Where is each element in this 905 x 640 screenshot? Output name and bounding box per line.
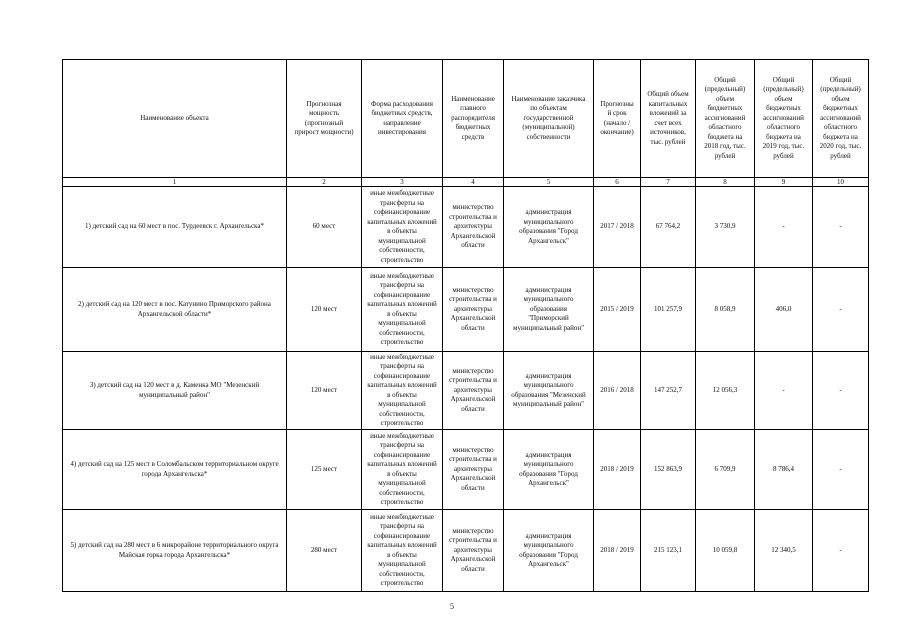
cell-total-investment: 147 252,7 <box>641 352 696 430</box>
column-number: 8 <box>696 178 755 187</box>
column-number: 6 <box>594 178 641 187</box>
cell-object-name: 5) детский сад на 280 мест в 6 микрорайоне территориального округа Майская горка города Архангельска* <box>63 510 287 592</box>
cell-budget-manager: министерство строительства и архитектуры Архангельской области <box>443 352 504 430</box>
column-number: 10 <box>813 178 869 187</box>
column-number: 9 <box>755 178 813 187</box>
header-expenditure-form: Форма расходования бюджетных средств, направление инвестирования <box>362 60 443 178</box>
table-row <box>63 268 869 352</box>
table-row <box>63 430 869 510</box>
cell-expenditure-form: иные межбюджетные трансферты на софинансирование капитальных вложений в объекты муниципальной собственности, строительство <box>362 510 443 592</box>
cell-customer: администрация муниципального образования "Мезенский муниципальный район" <box>504 352 594 430</box>
cell-term: 2017 / 2018 <box>594 187 641 268</box>
header-term: Прогнозный срок (начало / окончание) <box>594 60 641 178</box>
cell-total-investment: 101 257,9 <box>641 268 696 352</box>
cell-budget-manager: министерство строительства и архитектуры Архангельской области <box>443 187 504 268</box>
cell-customer: администрация муниципального образования "Приморский муниципальный район" <box>504 268 594 352</box>
column-number: 1 <box>63 178 287 187</box>
header-budget-2020: Общий (предельный) объем бюджетных ассигнований областного бюджета на 2020 год, тыс. рублей <box>813 60 869 178</box>
cell-budget-2020: - <box>813 510 869 592</box>
cell-budget-manager: министерство строительства и архитектуры Архангельской области <box>443 430 504 510</box>
column-number: 3 <box>362 178 443 187</box>
cell-expenditure-form: иные межбюджетные трансферты на софинансирование капитальных вложений в объекты муниципальной собственности, строительство <box>362 187 443 268</box>
investment-objects-table <box>62 59 869 592</box>
header-capacity: Прогнозная мощность (прогнозный прирост мощности) <box>287 60 362 178</box>
cell-capacity: 125 мест <box>287 430 362 510</box>
cell-budget-2020: - <box>813 352 869 430</box>
cell-customer: администрация муниципального образования "Город Архангельск" <box>504 187 594 268</box>
cell-total-investment: 67 764,2 <box>641 187 696 268</box>
cell-budget-2019: 8 786,4 <box>755 430 813 510</box>
column-number: 4 <box>443 178 504 187</box>
cell-budget-manager: министерство строительства и архитектуры Архангельской области <box>443 510 504 592</box>
column-number: 7 <box>641 178 696 187</box>
cell-budget-2018: 12 056,3 <box>696 352 755 430</box>
cell-expenditure-form: иные межбюджетные трансферты на софинансирование капитальных вложений в объекты муниципальной собственности, строительство <box>362 268 443 352</box>
cell-capacity: 120 мест <box>287 268 362 352</box>
cell-term: 2018 / 2019 <box>594 510 641 592</box>
cell-term: 2016 / 2018 <box>594 352 641 430</box>
header-budget-2019: Общий (предельный) объем бюджетных ассигнований областного бюджета на 2019 год, тыс. рублей <box>755 60 813 178</box>
page-number: 5 <box>450 602 454 611</box>
header-budget-manager: Наименование главного распорядителя бюджетных средств <box>443 60 504 178</box>
cell-budget-2018: 3 730,9 <box>696 187 755 268</box>
column-number: 5 <box>504 178 594 187</box>
cell-capacity: 280 мест <box>287 510 362 592</box>
cell-budget-2020: - <box>813 430 869 510</box>
cell-total-investment: 215 123,1 <box>641 510 696 592</box>
header-budget-2018: Общий (предельный) объем бюджетных ассигнований областного бюджета на 2018 год, тыс. рублей <box>696 60 755 178</box>
cell-term: 2018 / 2019 <box>594 430 641 510</box>
cell-budget-2018: 6 709,9 <box>696 430 755 510</box>
table-header-row <box>63 60 869 178</box>
cell-object-name: 2) детский сад на 120 мест в пос. Катунино Приморского района Архангельской области* <box>63 268 287 352</box>
cell-object-name: 1) детский сад на 60 мест в пос. Турдеевск г. Архангельска* <box>63 187 287 268</box>
cell-term: 2015 / 2019 <box>594 268 641 352</box>
header-object-name: Наименование объекта <box>63 60 287 178</box>
table-row <box>63 187 869 268</box>
table-row <box>63 510 869 592</box>
cell-customer: администрация муниципального образования "Город Архангельск" <box>504 430 594 510</box>
cell-budget-manager: министерство строительства и архитектуры Архангельской области <box>443 268 504 352</box>
cell-capacity: 120 мест <box>287 352 362 430</box>
cell-expenditure-form: иные межбюджетные трансферты на софинансирование капитальных вложений в объекты муниципальной собственности, строительство <box>362 352 443 430</box>
column-number: 2 <box>287 178 362 187</box>
cell-budget-2020: - <box>813 187 869 268</box>
cell-budget-2019: 406,0 <box>755 268 813 352</box>
cell-budget-2018: 8 058,9 <box>696 268 755 352</box>
cell-object-name: 3) детский сад на 120 мест в д. Каменка МО "Мезенский муниципальный район" <box>63 352 287 430</box>
cell-budget-2019: - <box>755 187 813 268</box>
cell-total-investment: 152 863,9 <box>641 430 696 510</box>
table-row <box>63 352 869 430</box>
cell-budget-2020: - <box>813 268 869 352</box>
cell-expenditure-form: иные межбюджетные трансферты на софинансирование капитальных вложений в объекты муниципальной собственности, строительство <box>362 430 443 510</box>
cell-object-name: 4) детский сад на 125 мест в Соломбальском территориальном округе города Архангельска* <box>63 430 287 510</box>
column-number-row <box>63 178 869 187</box>
header-total-investment: Общий объем капитальных вложений за счет всех источников, тыс. рублей <box>641 60 696 178</box>
cell-budget-2018: 10 059,8 <box>696 510 755 592</box>
cell-budget-2019: 12 340,5 <box>755 510 813 592</box>
cell-customer: администрация муниципального образования "Город Архангельск" <box>504 510 594 592</box>
header-customer: Наименование заказчика по объектам государственной (муниципальной) собственности <box>504 60 594 178</box>
cell-capacity: 60 мест <box>287 187 362 268</box>
cell-budget-2019: - <box>755 352 813 430</box>
